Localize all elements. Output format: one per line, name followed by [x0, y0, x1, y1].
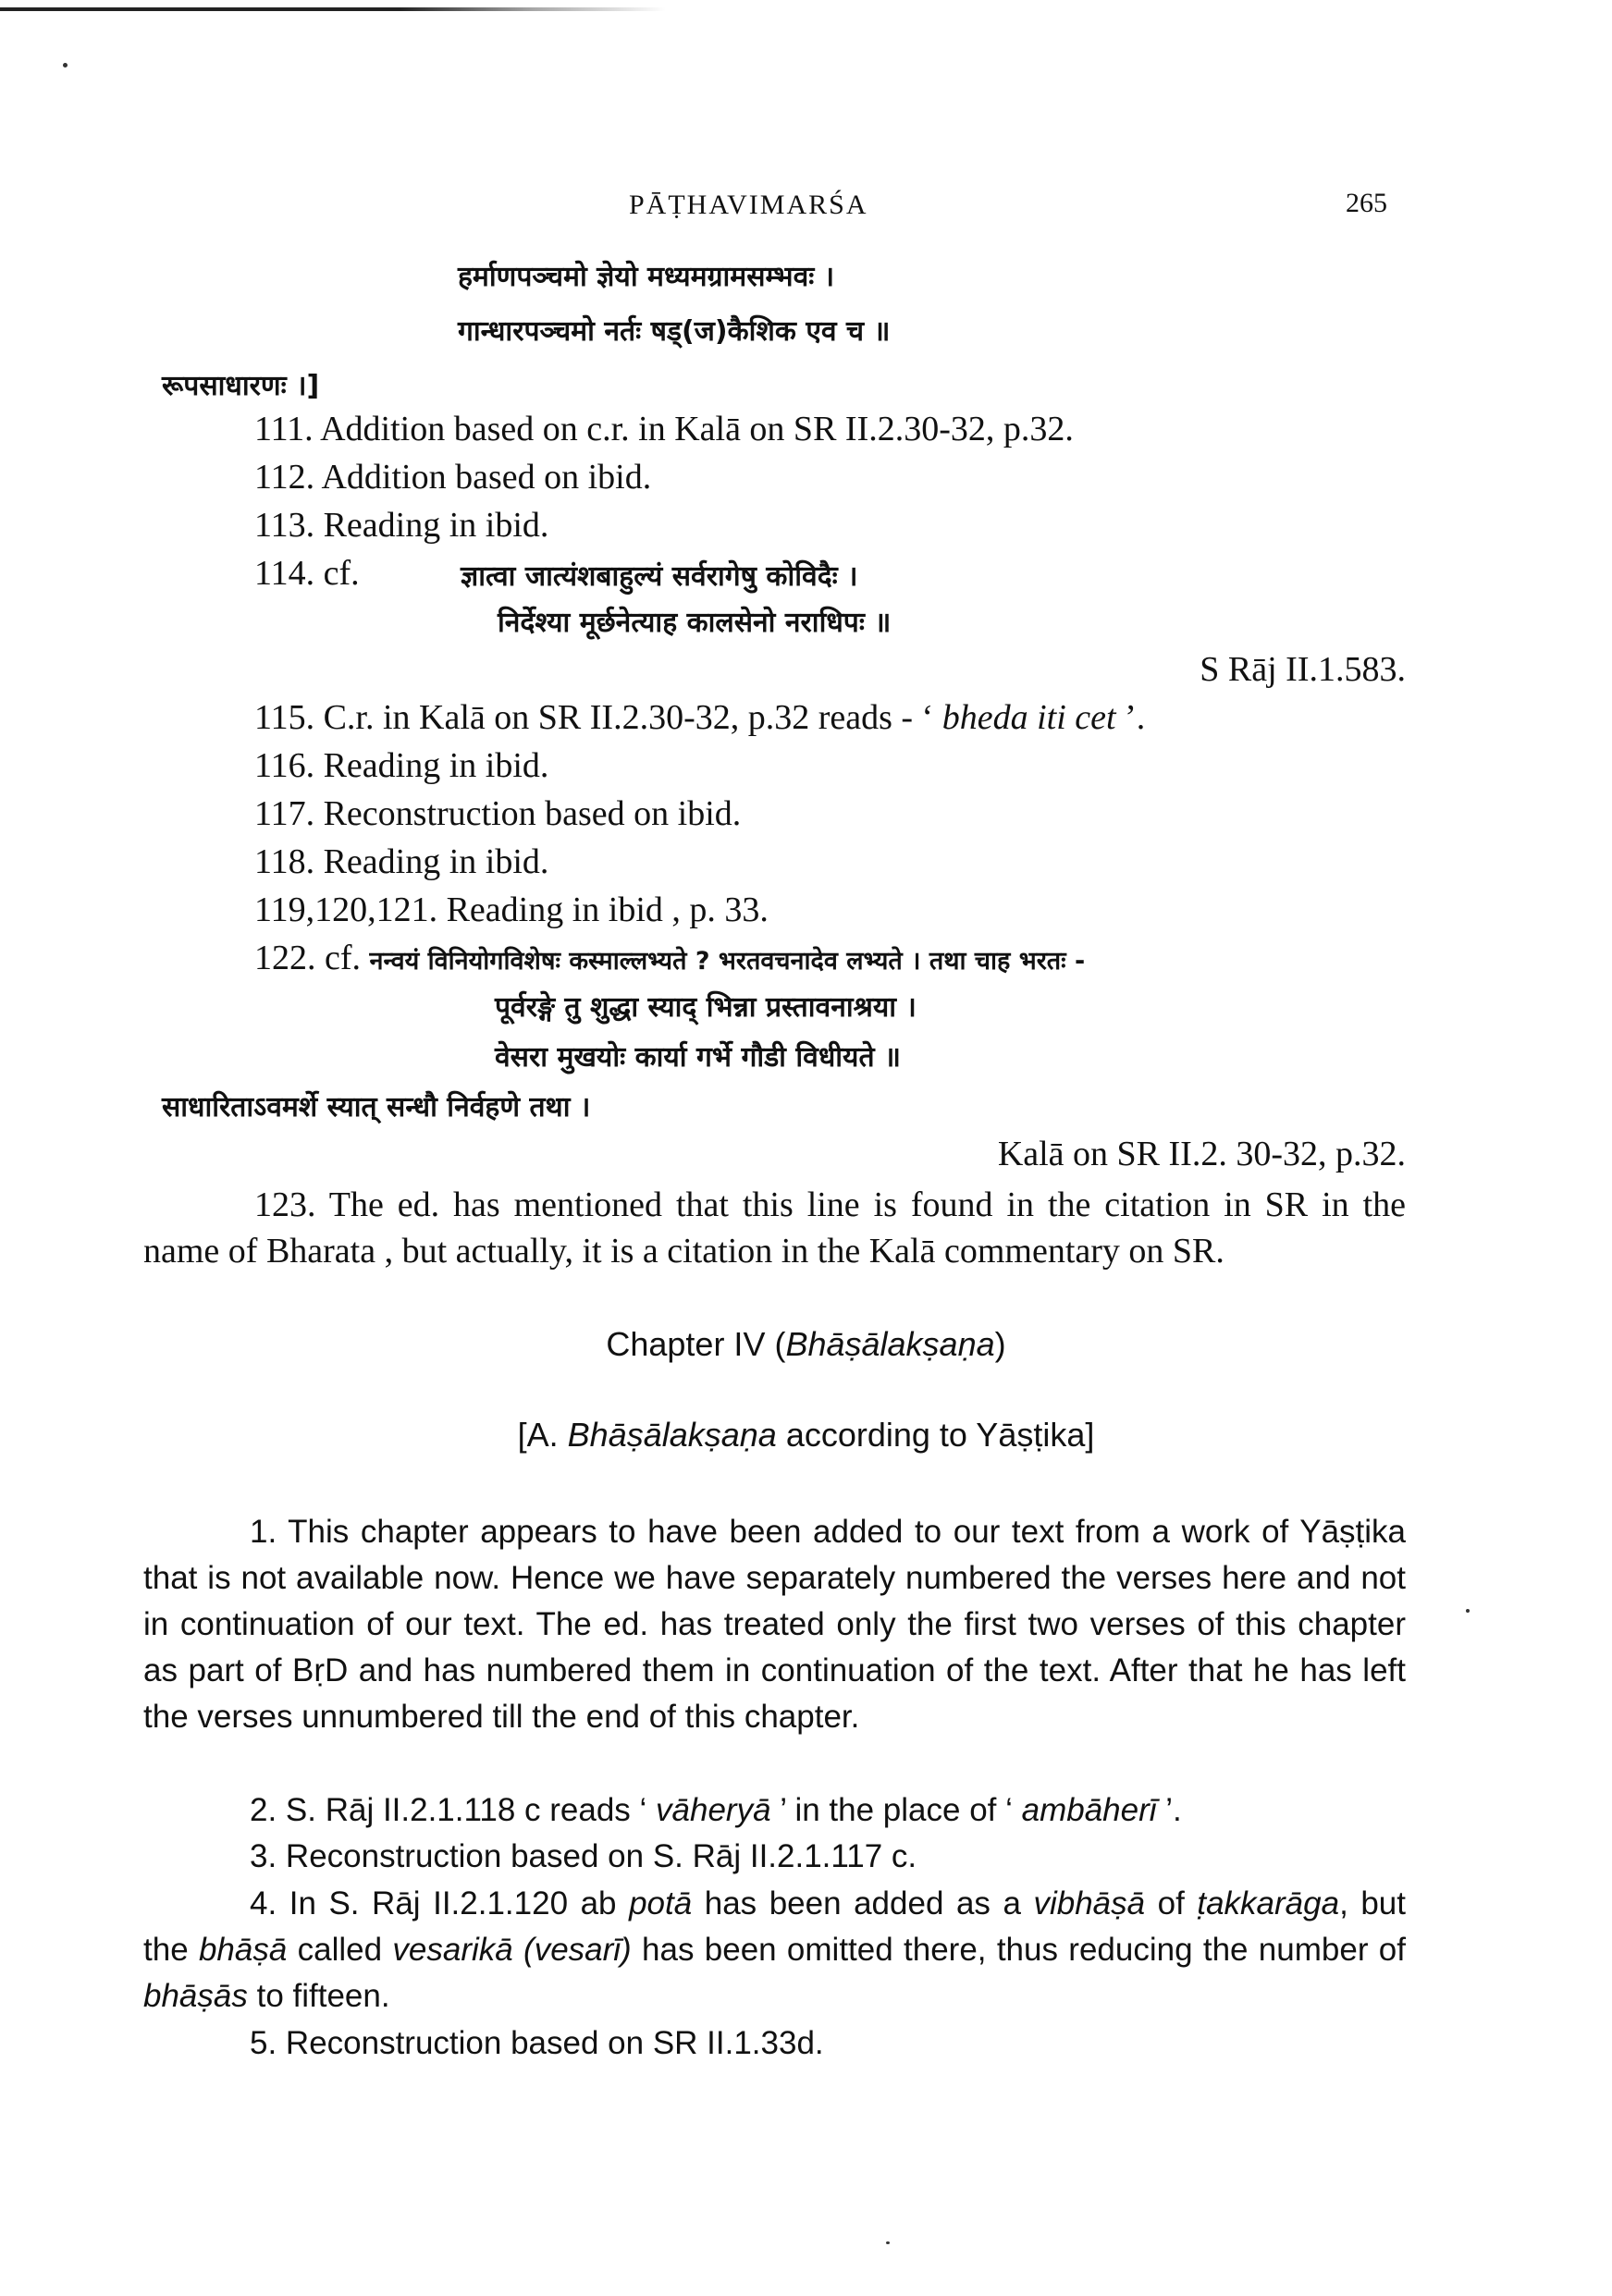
scan-speck: [63, 63, 68, 68]
footnote-117: 117. Reconstruction based on ibid.: [254, 794, 742, 833]
citation-source: S Rāj II.1.583.: [1200, 650, 1406, 689]
verse-line: साधारिताऽवमर्शे स्यात् सन्धौ निर्वहणे तथा ।: [162, 1091, 591, 1123]
verse-line: ज्ञात्वा जात्यंशबाहुल्यं सर्वरागेषु कोविदैः ।: [461, 560, 858, 593]
verse-line: निर्देश्या मूर्छनेत्याह कालसेनो नराधिपः ॥: [498, 607, 892, 639]
chapter-note-4: 4. In S. Rāj II.2.1.120 ab potā has been added as a vibhāṣā of ṭakkarāga, but the bhāṣā called vesarikā (vesarī) has been omitted there, thus reducing the number of bhāṣās to fifteen.: [143, 1885, 1406, 2014]
section-heading: [A. Bhāṣālakṣaṇa according to Yāṣṭika]: [517, 1416, 1095, 1454]
verse-line: वेसरा मुखयोः कार्या गर्भे गौडी विधीयते ॥: [495, 1041, 901, 1074]
chapter-note-5: 5. Reconstruction based on SR II.1.33d.: [250, 2025, 824, 2061]
footnote-112: 112. Addition based on ibid.: [254, 458, 652, 497]
chapter-heading: Chapter IV (Bhāṣālakṣaṇa): [606, 1325, 1006, 1363]
running-header-title: PĀṬHAVIMARŚA: [629, 190, 868, 220]
scan-speck: [886, 2241, 890, 2244]
scan-speck: [1466, 1609, 1470, 1613]
chapter-note-2: 2. S. Rāj II.2.1.118 c reads ‘ vāheryā ’ in the place of ‘ ambāherī ’.: [250, 1792, 1182, 1828]
footnote-118: 118. Reading in ibid.: [254, 842, 549, 881]
verse-line: हर्माणपञ्चमो ज्ञेयो मध्यमग्रामसम्भवः ।: [458, 261, 835, 293]
footnote-123: 123. The ed. has mentioned that this line is found in the citation in SR in the name of Bharata , but actually, it is a citation in the Kalā commentary on SR.: [143, 1185, 1406, 1271]
chapter-note-1: 1. This chapter appears to have been added to our text from a work of Yāṣṭika that is not available now. Hence we have separately numbered the verses here and not in continuation of our text. The ed. has treated only the first two verses of this chapter as part of BṛD and has numbered them in continuation of the text. After that he has left the verses unnumbered till the end of this chapter.: [143, 1514, 1406, 1735]
verse-line: रूपसाधारणः ।]: [162, 370, 320, 402]
footnote-115: 115. C.r. in Kalā on SR II.2.30-32, p.32 reads - ‘ bheda iti cet ’.: [254, 698, 1146, 737]
verse-line: गान्धारपञ्चमो नर्तः षड्(ज)कैशिक एव च ॥: [458, 315, 891, 348]
footnote-116: 116. Reading in ibid.: [254, 746, 549, 785]
citation-source: Kalā on SR II.2. 30-32, p.32.: [997, 1135, 1406, 1173]
footnote-119-121: 119,120,121. Reading in ibid , p. 33.: [254, 890, 769, 929]
footnote-111: 111. Addition based on c.r. in Kalā on SR II.2.30-32, p.32.: [254, 410, 1074, 448]
footnote-113: 113. Reading in ibid.: [254, 506, 549, 545]
scan-edge-rule: [0, 7, 666, 11]
footnote-122: 122. cf. नन्वयं विनियोगविशेषः कस्माल्लभ्यते ? भरतवचनादेव लभ्यते । तथा चाह भरतः -: [254, 939, 1086, 977]
verse-line: पूर्वरङ्गे तु शुद्धा स्याद् भिन्ना प्रस्तावनाश्रया ।: [495, 991, 917, 1024]
chapter-note-3: 3. Reconstruction based on S. Rāj II.2.1.117 c.: [250, 1838, 917, 1874]
footnote-114-label: 114. cf.: [254, 554, 360, 593]
page-number: 265: [1346, 188, 1387, 218]
